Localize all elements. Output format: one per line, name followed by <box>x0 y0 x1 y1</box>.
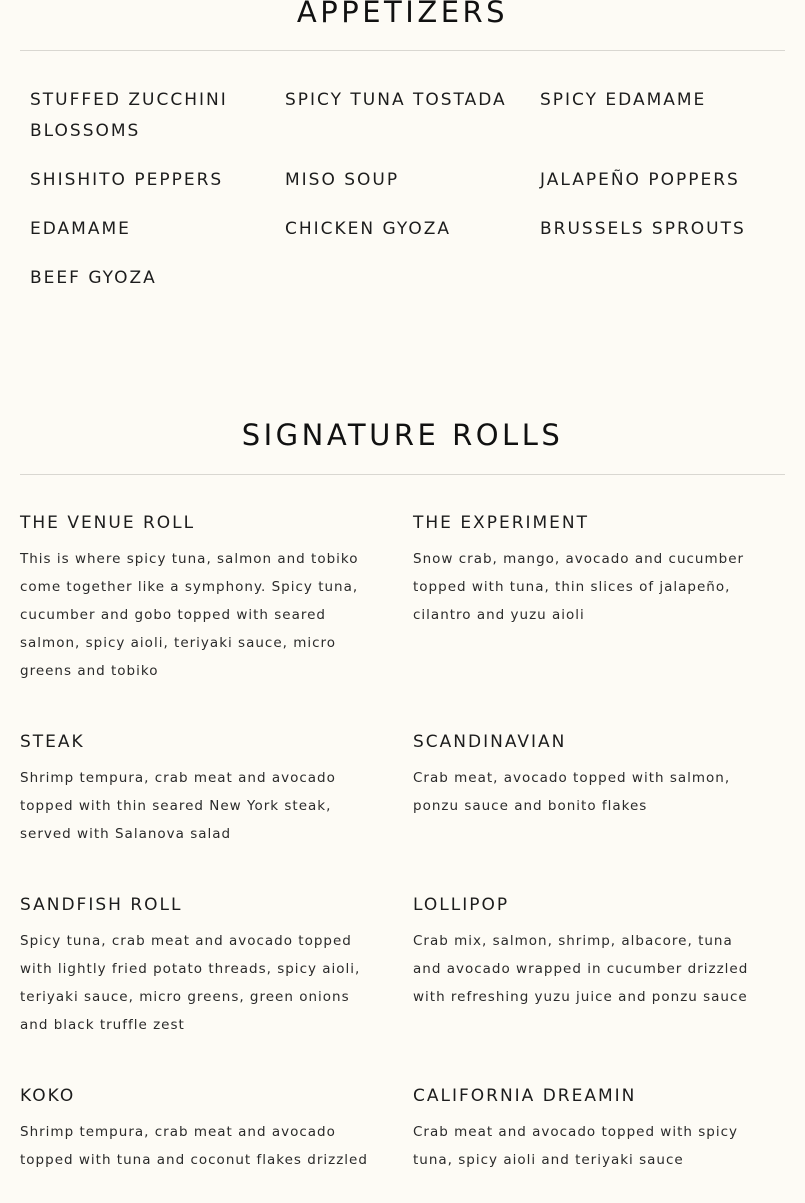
menu-item-name: SANDFISH ROLL <box>20 895 183 915</box>
menu-item-name: THE EXPERIMENT <box>413 513 590 533</box>
menu-item <box>20 729 413 892</box>
menu-item <box>20 892 413 1083</box>
appetizers-divider <box>20 50 785 51</box>
appetizer-item: BRUSSELS SPROUTS <box>540 219 746 239</box>
signature-rolls-heading: SIGNATURE ROLLS <box>241 418 564 452</box>
appetizer-item: SPICY EDAMAME <box>540 90 707 110</box>
menu-item-name: THE VENUE ROLL <box>20 513 196 533</box>
menu-item-description: Shrimp tempura, crab meat and avocado topped with tuna and coconut flakes drizzled <box>20 1124 368 1168</box>
menu-item-description: This is where spicy tuna, salmon and tobiko come together like a symphony. Spicy tuna, cucumber and gobo topped with seared salmon, spicy aioli, teriyaki sauce, micro greens and tobiko <box>20 551 359 679</box>
menu-item-name: STEAK <box>20 732 85 752</box>
appetizer-item: STUFFED ZUCCHINI BLOSSOMS <box>30 90 228 141</box>
appetizer-item: EDAMAME <box>30 219 131 239</box>
menu-item-name: LOLLIPOP <box>413 895 510 915</box>
appetizer-item: BEEF GYOZA <box>30 268 157 288</box>
signature-rolls-divider <box>20 474 785 475</box>
menu-item-description: Crab mix, salmon, shrimp, albacore, tuna and avocado wrapped in cucumber drizzled with refreshing yuzu juice and ponzu sauce <box>413 933 749 1005</box>
menu-item <box>20 1083 413 1203</box>
menu-item-description: Crab meat and avocado topped with spicy tuna, spicy aioli and teriyaki sauce <box>413 1124 739 1168</box>
menu-item-name: SCANDINAVIAN <box>413 732 567 752</box>
appetizers-heading: APPETIZERS <box>296 0 509 29</box>
menu-item <box>413 892 785 1083</box>
appetizers-list <box>30 85 795 294</box>
menu-item-description: Shrimp tempura, crab meat and avocado topped with thin seared New York steak, served with Salanova salad <box>20 770 336 842</box>
menu-item-description: Snow crab, mango, avocado and cucumber topped with tuna, thin slices of jalapeño, cilantro and yuzu aioli <box>413 551 745 623</box>
menu-item <box>20 510 413 729</box>
menu-item <box>413 1083 785 1203</box>
appetizer-item: SPICY TUNA TOSTADA <box>285 90 507 110</box>
appetizer-item: SHISHITO PEPPERS <box>30 170 224 190</box>
appetizer-item: MISO SOUP <box>285 170 400 190</box>
menu-item <box>413 729 785 892</box>
menu-item-name: CALIFORNIA DREAMIN <box>413 1086 637 1106</box>
signature-rolls-list <box>20 510 785 1203</box>
appetizer-item: CHICKEN GYOZA <box>285 219 451 239</box>
menu-item <box>413 510 785 729</box>
appetizer-item: JALAPEÑO POPPERS <box>540 170 740 190</box>
menu-item-name: KOKO <box>20 1086 76 1106</box>
menu-item-description: Spicy tuna, crab meat and avocado topped with lightly fried potato threads, spicy aioli, teriyaki sauce, micro greens, green onions and black truffle zest <box>20 933 361 1033</box>
menu-item-description: Crab meat, avocado topped with salmon, ponzu sauce and bonito flakes <box>413 770 731 814</box>
